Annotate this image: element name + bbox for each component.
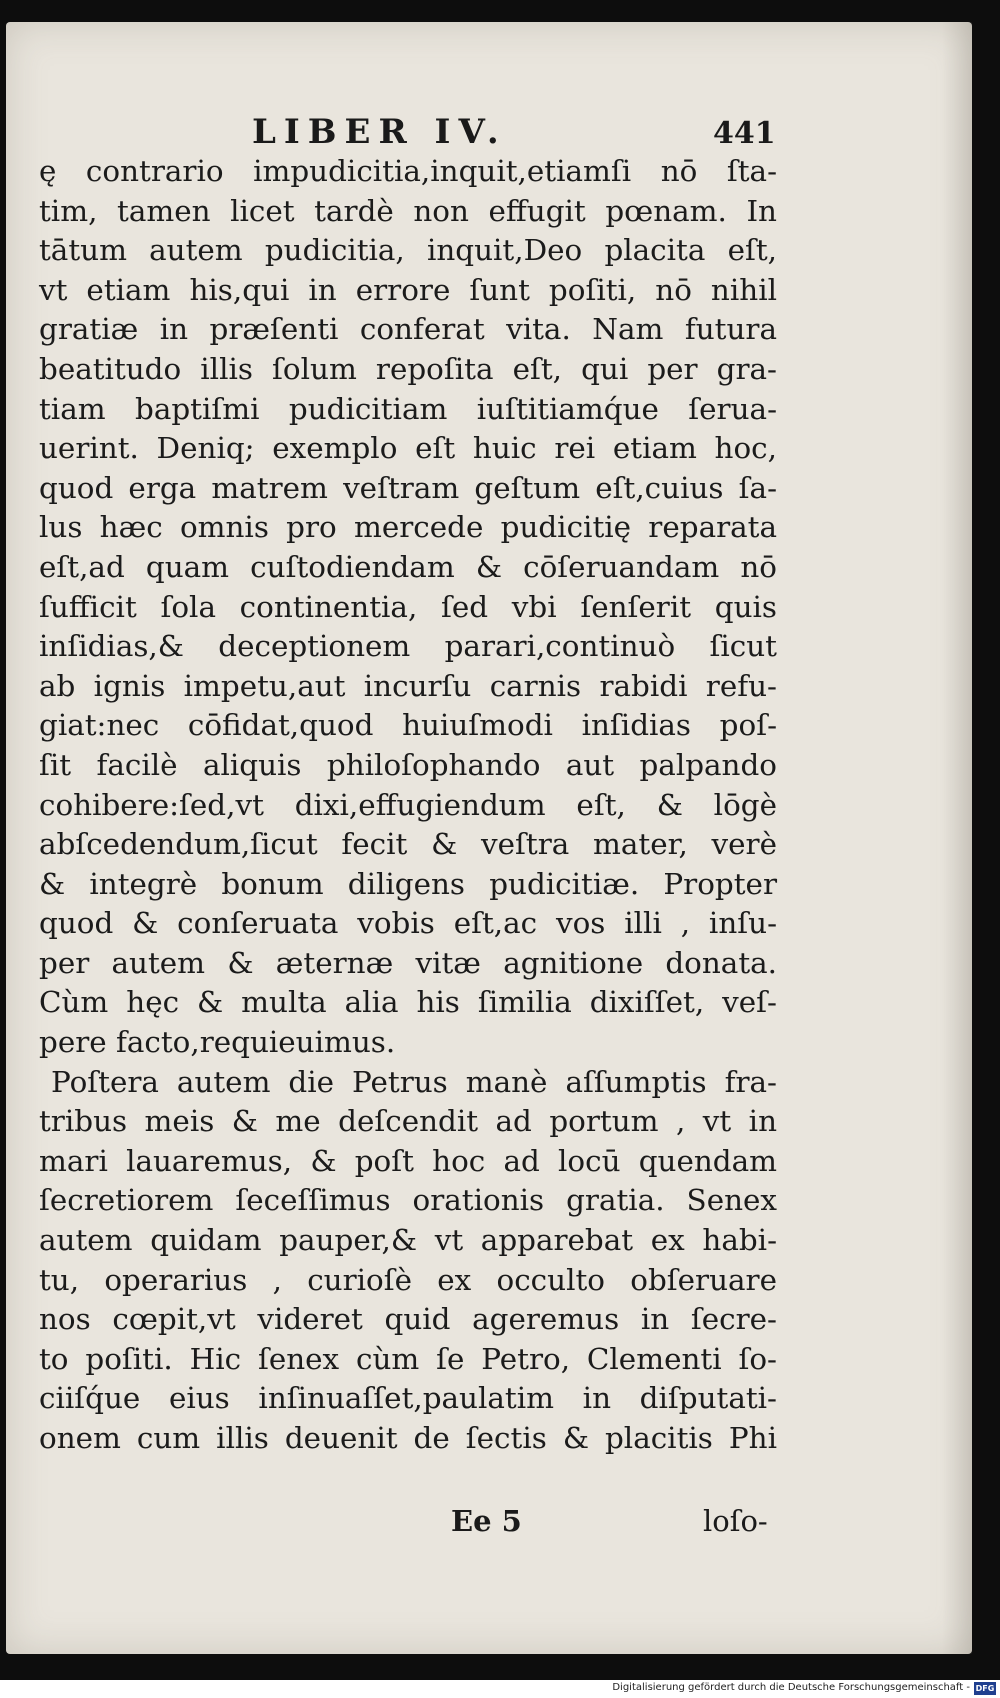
digitization-credit-bar <box>0 1680 1000 1698</box>
text-line: quod erga matrem veſtram geſtum eſt,cuius ſa- <box>39 470 777 505</box>
text-line: uerint. Deniq; exemplo eſt huic rei etiam hoc, <box>39 431 777 466</box>
page-header <box>6 94 972 152</box>
signature-mark: Ee 5 <box>451 1504 522 1538</box>
text-line: mari lauaremus, & poſt hoc ad locū quendam <box>39 1143 777 1178</box>
text-line: tiam baptiſmi pudicitiam iuſtitiamq́ue ſerua- <box>39 391 777 426</box>
text-line: onem cum illis deuenit de ſectis & placitis Phi <box>39 1421 777 1455</box>
body-text <box>39 152 777 1459</box>
text-line: ſufficit ſola continentia, ſed vbi ſenſerit quis <box>39 589 777 624</box>
text-line: Cùm hęc & multa alia his ſimilia dixiſſet, veſ- <box>39 985 777 1020</box>
text-line: giat:nec cōfidat,quod huiuſmodi inſidias poſ- <box>39 708 777 743</box>
text-line: ciiſq́ue eius inſinuaſſet,paulatim in diſputati- <box>39 1381 777 1416</box>
text-line: beatitudo illis ſolum repoſita eſt, qui per gra- <box>39 351 777 386</box>
text-line: gratiæ in præſenti conferat vita. Nam futura <box>39 312 777 347</box>
text-line: cohibere:ſed,vt dixi,effugiendum eſt, & lōgè <box>39 787 777 822</box>
text-line: tu, operarius , curioſè ex occulto obſeruare <box>39 1262 777 1297</box>
text-line: ſit facilè aliquis philoſophando aut palpando <box>39 747 777 782</box>
text-line: lus hæc omnis pro mercede pudicitię reparata <box>39 510 777 545</box>
text-line: ab ignis impetu,aut incurſu carnis rabidi refu- <box>39 668 777 703</box>
text-line: autem quidam pauper,& vt apparebat ex habi- <box>39 1223 777 1258</box>
paragraph-end-line: pere facto,requieuimus. <box>39 1025 396 1060</box>
page-footer <box>6 1500 972 1544</box>
paragraph-first-line: Poſtera autem die Petrus manè aſſumptis fra- <box>51 1064 777 1099</box>
credit-text: Digitalisierung gefördert durch die Deutsche Forschungsgemeinschaft - <box>612 1682 970 1693</box>
text-line: tim, tamen licet tardè non effugit pœnam. In <box>39 193 777 228</box>
book-page <box>6 22 972 1654</box>
catchword: loſo- <box>703 1504 768 1538</box>
text-line: to poſiti. Hic ſenex cùm ſe Petro, Clementi ſo- <box>39 1341 777 1376</box>
page-edge-shadow <box>942 22 972 1654</box>
text-line: ſecretiorem ſeceſſimus orationis gratia. Senex <box>39 1183 777 1218</box>
text-line: eſt,ad quam cuſtodiendam & cōſeruandam nō <box>39 549 777 584</box>
text-line: per autem & æternæ vitæ agnitione donata. <box>39 945 777 980</box>
text-line: abſcedendum,ſicut fecit & veſtra mater, verè <box>39 827 777 862</box>
text-line: quod & conſeruata vobis eſt,ac vos illi , inſu- <box>39 906 777 941</box>
text-line: inſidias,& deceptionem parari,continuò ſicut <box>39 629 777 664</box>
text-line: vt etiam his,qui in errore ſunt poſiti, nō nihil <box>39 272 777 307</box>
running-head: LIBER IV. <box>252 112 507 152</box>
text-line: tātum autem pudicitia, inquit,Deo placita eſt, <box>39 233 777 268</box>
text-line: ę contrario impudicitia,inquit,etiamſi nō ſta- <box>39 154 777 188</box>
text-line: & integrè bonum diligens pudicitiæ. Propter <box>39 866 777 901</box>
dfg-logo-icon: DFG <box>975 1684 995 1693</box>
text-line: nos cœpit,vt videret quid ageremus in ſecre- <box>39 1302 777 1337</box>
page-number: 441 <box>713 116 776 151</box>
text-line: tribus meis & me deſcendit ad portum , vt in <box>39 1104 777 1139</box>
